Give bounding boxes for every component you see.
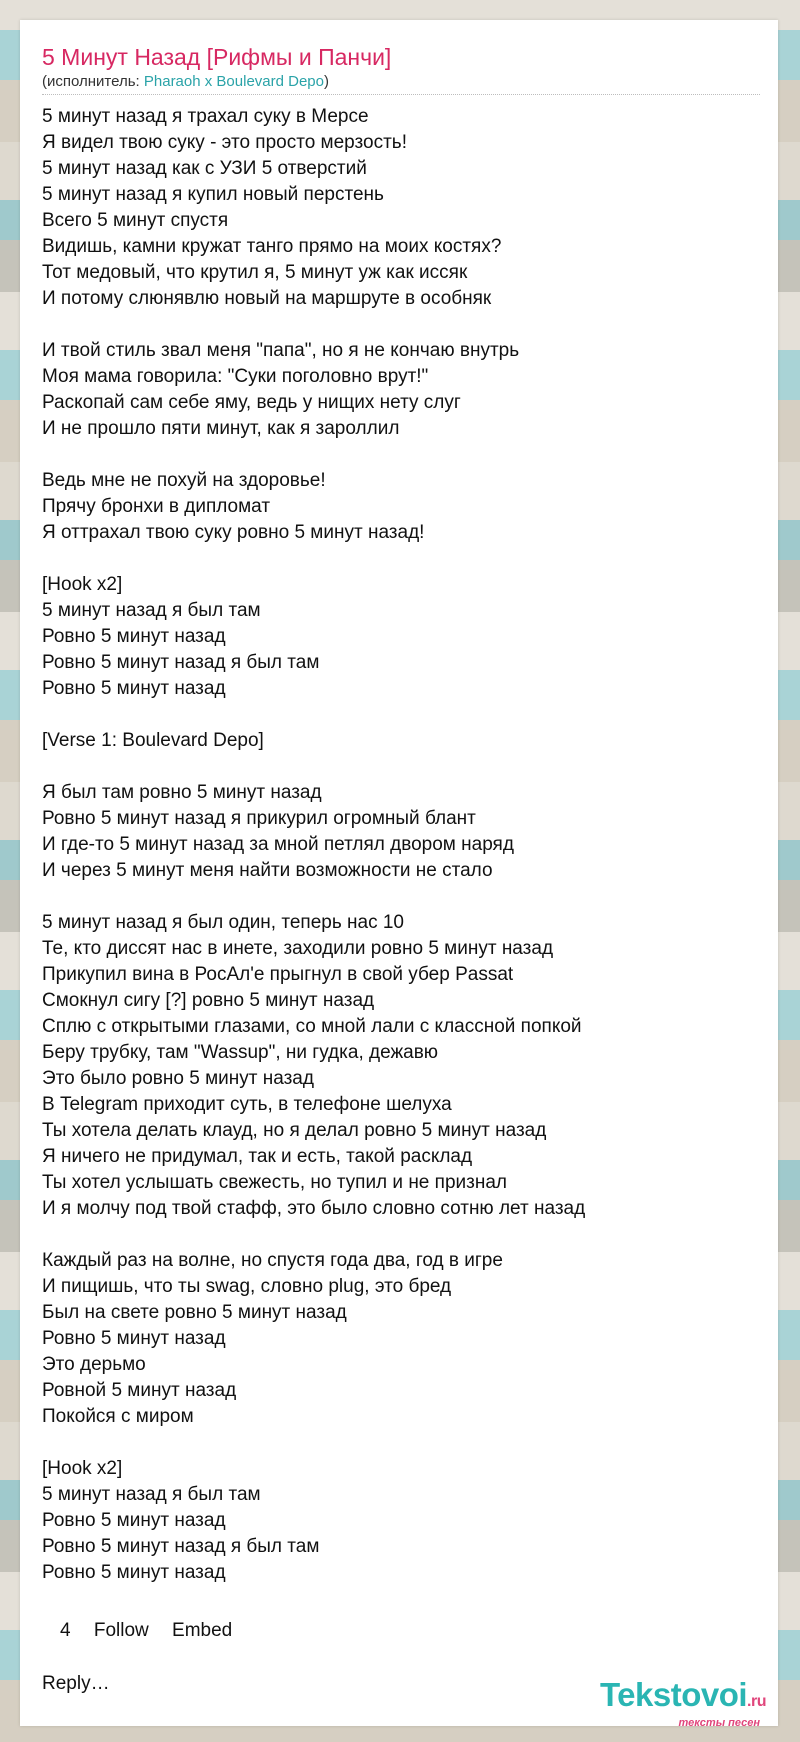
lyric-line: Ровной 5 минут назад xyxy=(42,1380,237,1401)
lyric-line: Видишь, камни кружат танго прямо на моих костях? xyxy=(42,236,502,257)
lyric-line: И твой стиль звал меня "папа", но я не кончаю внутрь xyxy=(42,340,520,361)
logo-wordmark xyxy=(600,1678,766,1719)
logo-main-text: Tekstovoi xyxy=(599,1676,748,1713)
lyric-line: Ровно 5 минут назад xyxy=(42,1328,226,1349)
lyric-line: Беру трубку, там "Wassup", ни гудка, дежавю xyxy=(42,1042,439,1063)
lyric-line: Смокнул сигу [?] ровно 5 минут назад xyxy=(42,990,375,1011)
lyric-line: Прячу бронхи в дипломат xyxy=(42,496,271,517)
lyrics-text xyxy=(42,104,762,1586)
lyric-line: Это дерьмо xyxy=(42,1354,146,1375)
lyric-line: Я ничего не придумал, так и есть, такой расклад xyxy=(42,1146,473,1167)
artist-line xyxy=(42,73,329,90)
lyric-line: Покойся с миром xyxy=(42,1406,194,1427)
lyric-line: Ровно 5 минут назад xyxy=(42,626,226,647)
lyric-blank-line xyxy=(42,702,762,728)
lyric-line: Тот медовый, что крутил я, 5 минут уж как иссяк xyxy=(42,262,468,283)
like-count[interactable]: 4 xyxy=(60,1620,71,1641)
lyric-line: Ровно 5 минут назад я прикурил огромный блант xyxy=(42,808,476,829)
lyric-line: Ровно 5 минут назад xyxy=(42,1510,226,1531)
lyric-line: Прикупил вина в РосАл'е прыгнул в свой убер Passat xyxy=(42,964,514,985)
artist-suffix: ) xyxy=(324,73,329,90)
lyric-line: [Hook x2] xyxy=(42,574,123,595)
lyric-line: Ты хотел услышать свежесть, но тупил и не признал xyxy=(42,1172,507,1193)
page-title: 5 Минут Назад [Рифмы и Панчи] xyxy=(42,44,392,70)
lyric-blank-line xyxy=(42,312,762,338)
lyric-line: Каждый раз на волне, но спустя года два, год в игре xyxy=(42,1250,503,1271)
lyric-line: Всего 5 минут спустя xyxy=(42,210,229,231)
lyric-line: Был на свете ровно 5 минут назад xyxy=(42,1302,347,1323)
lyric-line: Я видел твою суку - это просто мерзость! xyxy=(42,132,407,153)
lyric-line: Ровно 5 минут назад xyxy=(42,678,226,699)
lyric-blank-line xyxy=(42,442,762,468)
lyric-line: И потому слюнявлю новый на маршруте в особняк xyxy=(42,288,492,309)
lyric-line: 5 минут назад я трахал суку в Мерсе xyxy=(42,106,369,127)
artist-prefix: (исполнитель: xyxy=(42,73,144,90)
action-bar xyxy=(60,1620,250,1642)
lyric-blank-line xyxy=(42,546,762,572)
lyric-line: И я молчу под твой стафф, это было словно сотню лет назад xyxy=(42,1198,586,1219)
lyric-line: 5 минут назад как с УЗИ 5 отверстий xyxy=(42,158,367,179)
lyric-blank-line xyxy=(42,1222,762,1248)
lyric-line: Моя мама говорила: "Суки поголовно врут!" xyxy=(42,366,429,387)
lyric-line: Те, кто диссят нас в инете, заходили ровно 5 минут назад xyxy=(42,938,554,959)
logo-tld: .ru xyxy=(747,1693,766,1710)
lyric-line: И через 5 минут меня найти возможности не стало xyxy=(42,860,493,881)
lyric-line: Я оттрахал твою суку ровно 5 минут назад! xyxy=(42,522,425,543)
lyric-blank-line xyxy=(42,884,762,910)
lyric-line: Сплю с открытыми глазами, со мной лали с классной попкой xyxy=(42,1016,582,1037)
lyric-blank-line xyxy=(42,1430,762,1456)
lyric-line: И не прошло пяти минут, как я зароллил xyxy=(42,418,400,439)
lyric-line: Ровно 5 минут назад я был там xyxy=(42,652,320,673)
lyric-line: [Hook x2] xyxy=(42,1458,123,1479)
lyric-line: 5 минут назад я был один, теперь нас 10 xyxy=(42,912,404,933)
lyric-line: Я был там ровно 5 минут назад xyxy=(42,782,322,803)
lyric-line: Ведь мне не похуй на здоровье! xyxy=(42,470,326,491)
follow-button[interactable]: Follow xyxy=(93,1620,149,1641)
lyric-line: И где-то 5 минут назад за мной петлял двором наряд xyxy=(42,834,514,855)
site-logo[interactable] xyxy=(600,1678,766,1729)
embed-button[interactable]: Embed xyxy=(172,1620,233,1641)
artist-link[interactable]: Pharaoh x Boulevard Depo xyxy=(143,73,324,90)
lyric-line: И пищишь, что ты swag, словно plug, это бред xyxy=(42,1276,452,1297)
title-divider xyxy=(42,94,760,95)
lyric-line: Ты хотела делать клауд, но я делал ровно 5 минут назад xyxy=(42,1120,547,1141)
lyrics-card xyxy=(20,20,778,1729)
lyric-line: 5 минут назад я был там xyxy=(42,1484,261,1505)
lyric-blank-line xyxy=(42,754,762,780)
lyric-line: Раскопай сам себе яму, ведь у нищих нету слуг xyxy=(42,392,461,413)
lyric-line: [Verse 1: Boulevard Depo] xyxy=(42,730,264,751)
lyric-line: В Telegram приходит суть, в телефоне шелуха xyxy=(42,1094,452,1115)
lyric-line: Это было ровно 5 минут назад xyxy=(42,1068,314,1089)
reply-link[interactable]: Reply… xyxy=(42,1673,110,1694)
lyric-line: Ровно 5 минут назад я был там xyxy=(42,1536,320,1557)
lyric-line: 5 минут назад я купил новый перстень xyxy=(42,184,384,205)
lyric-line: 5 минут назад я был там xyxy=(42,600,261,621)
logo-tagline: тексты песен xyxy=(678,1717,760,1729)
lyric-line: Ровно 5 минут назад xyxy=(42,1562,226,1583)
